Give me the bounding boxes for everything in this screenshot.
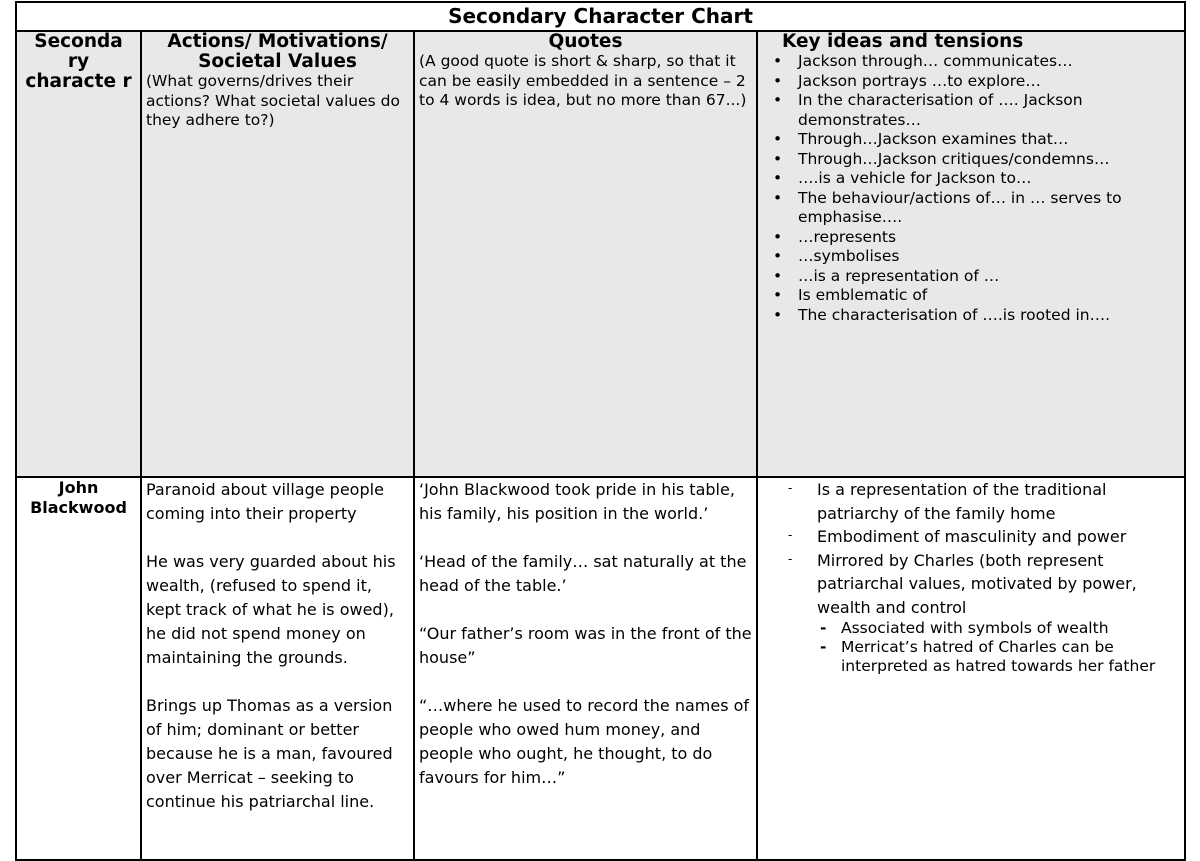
key-ideas-sublist bbox=[817, 619, 1170, 676]
list-item: • ….is a vehicle for Jackson to… bbox=[798, 169, 1180, 189]
list-item: - Merricat’s hatred of Charles can be interpreted as hatred towards her father bbox=[841, 638, 1170, 676]
list-item: - Is a representation of the traditional patriarchy of the family home bbox=[817, 478, 1180, 525]
list-item: - Embodiment of masculinity and power bbox=[817, 525, 1180, 549]
header-quotes bbox=[414, 31, 757, 477]
key-ideas-cell bbox=[757, 477, 1185, 860]
list-item: • The characterisation of ….is rooted in…. bbox=[798, 306, 1180, 326]
list-item: • Through…Jackson examines that… bbox=[798, 130, 1180, 150]
character-name: John Blackwood bbox=[30, 478, 127, 517]
header-quotes-subtext: (A good quote is short & sharp, so that it can be easily embedded in a sentence – 2 to 4 words is idea, but no more than 67...) bbox=[419, 52, 747, 109]
list-item: • Jackson through… communicates… bbox=[798, 52, 1180, 72]
header-character-label: Seconda ry characte r bbox=[25, 31, 132, 92]
key-ideas-list bbox=[762, 478, 1180, 676]
header-key-ideas bbox=[757, 31, 1185, 477]
list-item bbox=[817, 549, 1180, 677]
character-name-cell bbox=[16, 477, 141, 860]
key-ideas-sentence-starters bbox=[762, 52, 1180, 325]
list-item: • In the characterisation of …. Jackson demonstrates… bbox=[798, 91, 1180, 130]
actions-cell bbox=[141, 477, 414, 860]
list-item: • …represents bbox=[798, 228, 1180, 248]
action-paragraph: He was very guarded about his wealth, (refused to spend it, kept track of what he is owed), he did not spend money on maintaining the grounds. bbox=[146, 552, 396, 667]
quote: ‘John Blackwood took pride in his table, his family, his position in the world.’ bbox=[419, 480, 735, 523]
list-item: • Through…Jackson critiques/condemns… bbox=[798, 150, 1180, 170]
chart-title: Secondary Character Chart bbox=[16, 2, 1185, 31]
header-quotes-label: Quotes bbox=[548, 31, 623, 52]
list-item: • …is a representation of … bbox=[798, 267, 1180, 287]
header-character bbox=[16, 31, 141, 477]
header-actions bbox=[141, 31, 414, 477]
list-item-text: Mirrored by Charles (both represent patriarchal values, motivated by power, wealth and control bbox=[817, 550, 1137, 617]
action-paragraph: Brings up Thomas as a version of him; dominant or better because he is a man, favoured over Merricat – seeking to continue his patriarchal line. bbox=[146, 696, 393, 811]
list-item: • Is emblematic of bbox=[798, 286, 1180, 306]
list-item: • Jackson portrays …to explore… bbox=[798, 72, 1180, 92]
list-item: - Associated with symbols of wealth bbox=[841, 619, 1170, 638]
list-item: • …symbolises bbox=[798, 247, 1180, 267]
quote: “…where he used to record the names of people who owed hum money, and people who ought, he thought, to do favours for him…” bbox=[419, 696, 750, 787]
quote: “Our father’s room was in the front of the house” bbox=[419, 624, 752, 667]
quotes-cell bbox=[414, 477, 757, 860]
secondary-character-table bbox=[15, 1, 1186, 861]
quote: ‘Head of the family… sat naturally at the head of the table.’ bbox=[419, 552, 747, 595]
header-actions-subtext: (What governs/drives their actions? What societal values do they adhere to?) bbox=[146, 72, 400, 129]
table-row bbox=[16, 477, 1185, 860]
header-key-ideas-label: Key ideas and tensions bbox=[782, 31, 1024, 52]
list-item: • The behaviour/actions of… in … serves to emphasise…. bbox=[798, 189, 1180, 228]
action-paragraph: Paranoid about village people coming into their property bbox=[146, 480, 384, 523]
header-actions-label: Actions/ Motivations/ Societal Values bbox=[167, 31, 388, 72]
